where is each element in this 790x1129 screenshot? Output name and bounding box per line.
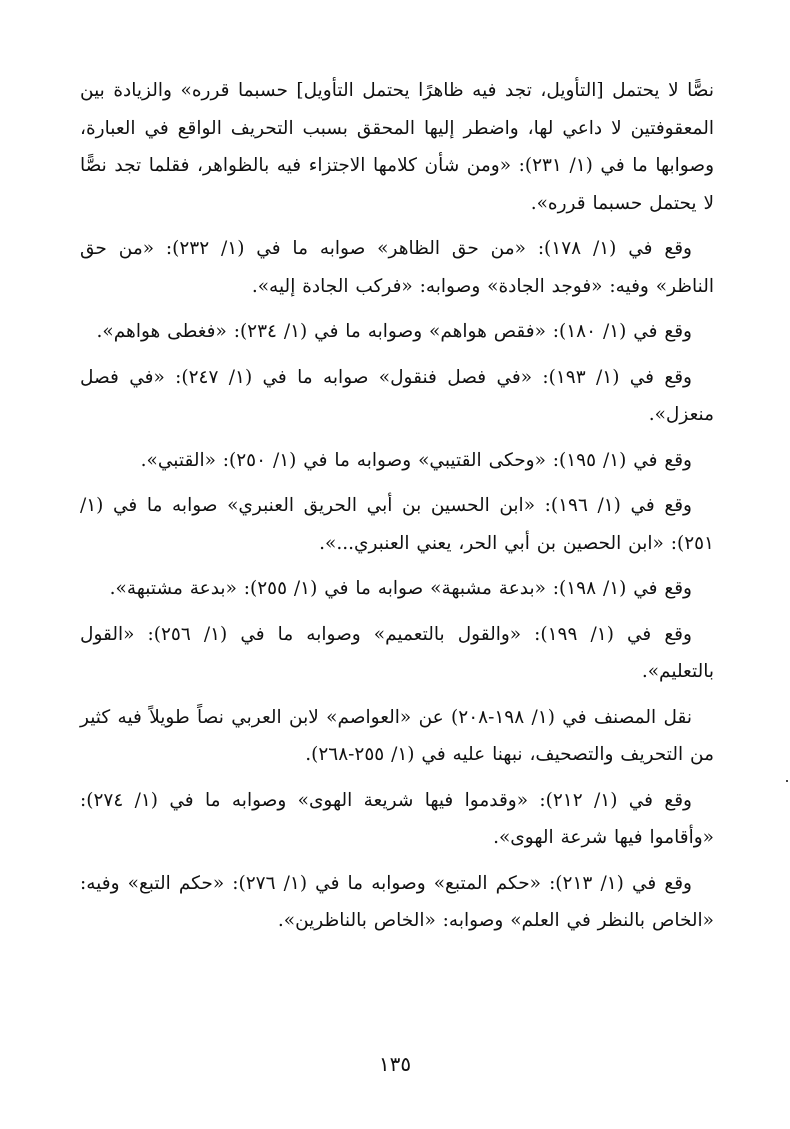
paragraph-note: وقع في (١/ ١٩٨): «بدعة مشبهة» صوابه ما في (١/ ٢٥٥): «بدعة مشتبهة». <box>109 578 692 599</box>
margin-dot <box>786 780 788 782</box>
paragraph-note: وقع في (١/ ٢١٢): «وقدموا فيها شريعة الهوى» وصوابه ما في (١/ ٢٧٤): «وأقاموا فيها شرعة الهوى». <box>80 789 714 848</box>
paragraph-note: نقل المصنف في (١/ ١٩٨-٢٠٨) عن «العواصم» لابن العربي نصاً طويلاً فيه كثير من التحريف والتصحيف، نبهنا عليه في (١/ ٢٥٥-٢٦٨). <box>80 706 714 765</box>
paragraph-note: وقع في (١/ ١٧٨): «من حق الظاهر» صوابه ما في (١/ ٢٣٢): «من حق الناظر» وفيه: «فوجد الجادة» وصوابه: «فركب الجادة إليه». <box>80 238 714 297</box>
page-number: ١٣٥ <box>378 1052 412 1076</box>
page-body <box>80 72 714 948</box>
paragraph-note: وقع في (١/ ١٨٠): «فقص هواهم» وصوابه ما في (١/ ٢٣٤): «فغطى هواهم». <box>96 321 692 342</box>
paragraph-note: وقع في (١/ ١٩٥): «وحكى القتيبي» وصوابه ما في (١/ ٢٥٠): «القتبي». <box>140 449 692 471</box>
paragraph-note: وقع في (١/ ١٩٦): «ابن الحسين بن أبي الحريق العنبري» صوابه ما في (١/ ٢٥١): «ابن الحصين بن أبي الحر، يعني العنبري...». <box>80 495 714 554</box>
paragraph-note: وقع في (١/ ٢١٣): «حكم المتبع» وصوابه ما في (١/ ٢٧٦): «حكم التبع» وفيه: «الخاص بالنظر في العلم» وصوابه: «الخاص بالناظرين». <box>80 872 714 931</box>
paragraph-note: وقع في (١/ ١٩٣): «في فصل فنقول» صوابه ما في (١/ ٢٤٧): «في فصل منعزل». <box>80 366 714 425</box>
paragraph-note: وقع في (١/ ١٩٩): «والقول بالتعميم» وصوابه ما في (١/ ٢٥٦): «القول بالتعليم». <box>80 623 714 682</box>
paragraph-continuation: نصًّا لا يحتمل [التأويل، تجد فيه ظاهرًا يحتمل التأويل] حسبما قرره» والزيادة بين المعقوفتين لا داعي لها، واضطر إليها المحقق بسبب التحريف الواقع في العبارة، وصوابها ما في (١/ ٢٣١): «ومن شأن كلامها الاجتزاء فيه بالظواهر، فقلما تجد نصًّا لا يحتمل حسبما قرره». <box>80 80 715 214</box>
